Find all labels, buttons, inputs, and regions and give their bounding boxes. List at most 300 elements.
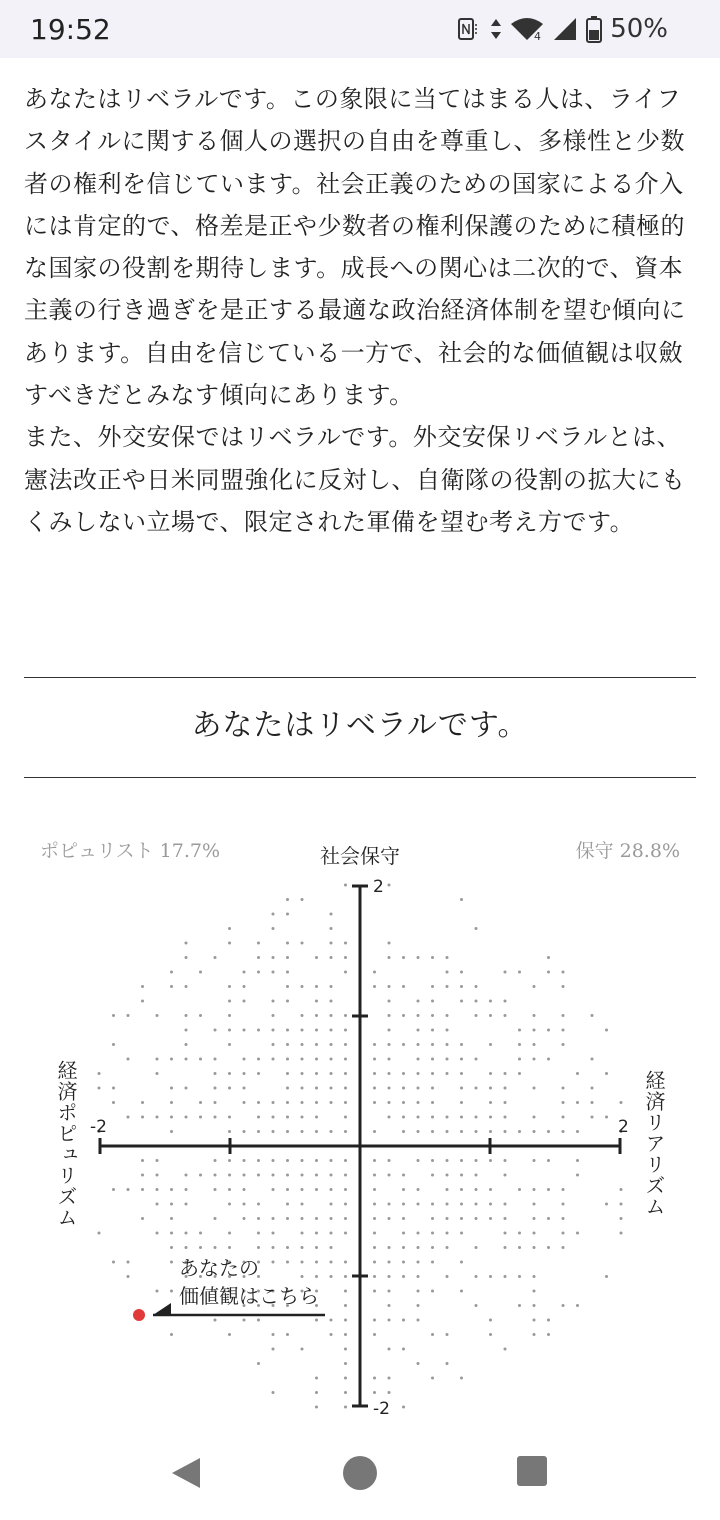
distribution-dot [533, 1043, 536, 1046]
distribution-dot [431, 1159, 434, 1162]
distribution-dot [243, 1159, 246, 1162]
distribution-dot [286, 1101, 289, 1104]
distribution-dot [373, 1174, 376, 1177]
distribution-dot [489, 1130, 492, 1133]
distribution-dot [431, 1232, 434, 1235]
axes [100, 886, 620, 1406]
distribution-dot [330, 1275, 333, 1278]
distribution-dot [475, 1058, 478, 1061]
distribution-dot [620, 1203, 623, 1206]
distribution-dot [228, 1014, 231, 1017]
distribution-dot [475, 1203, 478, 1206]
distribution-dot [243, 1058, 246, 1061]
distribution-dot [344, 884, 347, 887]
distribution-dot [417, 1232, 420, 1235]
distribution-dot [330, 1174, 333, 1177]
distribution-dot [562, 1232, 565, 1235]
cell-signal-icon [552, 16, 578, 42]
distribution-dot [489, 1203, 492, 1206]
distribution-dot [446, 1275, 449, 1278]
distribution-dot [373, 1333, 376, 1336]
distribution-dot [620, 1217, 623, 1220]
distribution-dot [344, 1232, 347, 1235]
distribution-dot [170, 1058, 173, 1061]
distribution-dot [185, 1116, 188, 1119]
distribution-dot [533, 1203, 536, 1206]
distribution-dot [228, 1043, 231, 1046]
distribution-dot [315, 1261, 318, 1264]
distribution-dot [344, 1029, 347, 1032]
distribution-dot [373, 1246, 376, 1249]
distribution-dot [228, 1072, 231, 1075]
distribution-dot [446, 1203, 449, 1206]
distribution-dot [286, 1174, 289, 1177]
distribution-dot [315, 1377, 318, 1380]
distribution-dot [460, 1072, 463, 1075]
distribution-dot [330, 1101, 333, 1104]
distribution-dot [489, 1072, 492, 1075]
distribution-dot [547, 1217, 550, 1220]
distribution-dot [562, 1101, 565, 1104]
distribution-dot [243, 1319, 246, 1322]
distribution-dot [257, 1072, 260, 1075]
distribution-dot [257, 942, 260, 945]
distribution-dot [315, 1116, 318, 1119]
quadrant-label-populist: ポピュリスト 17.7% [40, 840, 221, 862]
distribution-dot [330, 1188, 333, 1191]
distribution-dot [431, 956, 434, 959]
distribution-dot [228, 1159, 231, 1162]
distribution-dot [272, 1391, 275, 1394]
distribution-dot [257, 1319, 260, 1322]
distribution-dot [533, 1058, 536, 1061]
distribution-dot [518, 1232, 521, 1235]
distribution-dot [170, 1261, 173, 1264]
distribution-dot [388, 1043, 391, 1046]
distribution-dot [257, 1116, 260, 1119]
distribution-dot [330, 927, 333, 930]
distribution-dot [344, 1406, 347, 1409]
distribution-dot [272, 1101, 275, 1104]
distribution-dot [373, 1072, 376, 1075]
distribution-dot [446, 1116, 449, 1119]
distribution-dot [475, 1014, 478, 1017]
distribution-dot [431, 1101, 434, 1104]
distribution-dot [402, 1116, 405, 1119]
annotation-line-2: 価値観はこちら [179, 1284, 319, 1308]
distribution-dot [330, 1232, 333, 1235]
distribution-dot [344, 1014, 347, 1017]
distribution-dot [272, 1116, 275, 1119]
distribution-dot [243, 1000, 246, 1003]
distribution-dot [388, 884, 391, 887]
distribution-dot [547, 1130, 550, 1133]
distribution-dot [301, 942, 304, 945]
distribution-dot [533, 1290, 536, 1293]
distribution-dot [330, 1319, 333, 1322]
distribution-dot [547, 956, 550, 959]
distribution-dot [402, 1217, 405, 1220]
distribution-dot [185, 1232, 188, 1235]
distribution-dot [547, 1058, 550, 1061]
distribution-dot [330, 1014, 333, 1017]
distribution-dot [272, 1246, 275, 1249]
distribution-dot [446, 1362, 449, 1365]
distribution-dot [373, 1290, 376, 1293]
distribution-dot [344, 1058, 347, 1061]
distribution-dot [533, 1014, 536, 1017]
distribution-dot [431, 1029, 434, 1032]
distribution-dot [344, 1261, 347, 1264]
distribution-dot [504, 1275, 507, 1278]
distribution-dot [286, 1203, 289, 1206]
distribution-dot [547, 1246, 550, 1249]
distribution-dot [562, 1130, 565, 1133]
distribution-dot [257, 1130, 260, 1133]
distribution-dot [373, 1058, 376, 1061]
distribution-dot [127, 1014, 130, 1017]
distribution-dot [446, 1014, 449, 1017]
distribution-dot [388, 1072, 391, 1075]
distribution-dot [344, 1217, 347, 1220]
svg-text:4: 4 [534, 30, 542, 42]
distribution-dot [272, 1014, 275, 1017]
distribution-dot [417, 1275, 420, 1278]
distribution-dot [315, 1391, 318, 1394]
distribution-dot [605, 1203, 608, 1206]
distribution-dot [330, 1159, 333, 1162]
y-axis-label-top: 社会保守 [320, 844, 400, 868]
annotation-line-1: あなたの [179, 1256, 259, 1280]
distribution-dot [576, 1130, 579, 1133]
distribution-dot [460, 898, 463, 901]
distribution-dot [591, 1116, 594, 1119]
distribution-dot [373, 1159, 376, 1162]
distribution-dot [315, 1319, 318, 1322]
distribution-dot [446, 1188, 449, 1191]
distribution-dot [388, 1203, 391, 1206]
distribution-dot [272, 1159, 275, 1162]
distribution-dot [214, 1217, 217, 1220]
distribution-dot [214, 1101, 217, 1104]
distribution-dot [417, 1058, 420, 1061]
distribution-dot [286, 1072, 289, 1075]
distribution-dot [373, 1391, 376, 1394]
distribution-dot [576, 1159, 579, 1162]
distribution-dot [388, 1217, 391, 1220]
distribution-dot [199, 1232, 202, 1235]
distribution-dot [156, 1174, 159, 1177]
distribution-dot [315, 1029, 318, 1032]
distribution-dot [388, 1304, 391, 1307]
distribution-dot [388, 1087, 391, 1090]
distribution-dot [330, 1261, 333, 1264]
distribution-dot [301, 1203, 304, 1206]
distribution-dot [243, 1029, 246, 1032]
distribution-dot [475, 927, 478, 930]
distribution-dot [156, 1058, 159, 1061]
distribution-dot [286, 1043, 289, 1046]
distribution-dot [475, 1275, 478, 1278]
distribution-dot [446, 971, 449, 974]
distribution-dot [576, 1101, 579, 1104]
distribution-dot [330, 956, 333, 959]
battery-icon [586, 15, 602, 43]
distribution-dot [431, 1217, 434, 1220]
distribution-dot [518, 1275, 521, 1278]
distribution-dot [591, 1014, 594, 1017]
home-icon[interactable] [342, 1455, 378, 1491]
distribution-dot [402, 1174, 405, 1177]
distribution-dot [460, 1377, 463, 1380]
distribution-dot [533, 1217, 536, 1220]
distribution-dot [417, 1072, 420, 1075]
distribution-dot [272, 913, 275, 916]
distribution-dot [431, 1246, 434, 1249]
distribution-dot [228, 1333, 231, 1336]
distribution-dot [344, 1391, 347, 1394]
distribution-dot [373, 1188, 376, 1191]
distribution-dot [257, 971, 260, 974]
distribution-dot [286, 985, 289, 988]
distribution-dot [402, 1188, 405, 1191]
distribution-dot [214, 1116, 217, 1119]
distribution-dot [460, 1130, 463, 1133]
distribution-dot [344, 1348, 347, 1351]
distribution-dot [185, 956, 188, 959]
distribution-dot [489, 1333, 492, 1336]
distribution-dot [228, 1130, 231, 1133]
distribution-dot [373, 971, 376, 974]
distribution-dot [243, 1174, 246, 1177]
distribution-dot [620, 1188, 623, 1191]
distribution-dot [156, 1203, 159, 1206]
distribution-dot [431, 1130, 434, 1133]
political-compass-chart [0, 860, 720, 1430]
distribution-dot [141, 985, 144, 988]
distribution-dot [330, 1203, 333, 1206]
distribution-dot [301, 898, 304, 901]
distribution-dot [272, 1058, 275, 1061]
distribution-dot [562, 1087, 565, 1090]
distribution-dot [170, 1217, 173, 1220]
distribution-dot [228, 985, 231, 988]
distribution-dot [446, 956, 449, 959]
distribution-dot [127, 1116, 130, 1119]
distribution-dot [460, 971, 463, 974]
distribution-dot [170, 1246, 173, 1249]
distribution-dot [330, 1043, 333, 1046]
distribution-dot [257, 956, 260, 959]
distribution-dot [185, 1203, 188, 1206]
distribution-dot [344, 956, 347, 959]
distribution-dot [286, 1029, 289, 1032]
distribution-dot [315, 1232, 318, 1235]
distribution-dot [286, 898, 289, 901]
distribution-dot [286, 1116, 289, 1119]
distribution-dot [475, 1174, 478, 1177]
distribution-dot [228, 1188, 231, 1191]
distribution-dot [373, 1377, 376, 1380]
distribution-dot [533, 1319, 536, 1322]
distribution-dot [156, 1072, 159, 1075]
distribution-dot [562, 971, 565, 974]
distribution-dot [504, 1246, 507, 1249]
distribution-dot [315, 1058, 318, 1061]
distribution-dot [504, 1217, 507, 1220]
distribution-dot [301, 1188, 304, 1191]
distribution-dot [185, 1174, 188, 1177]
distribution-dot [489, 1014, 492, 1017]
distribution-dot [228, 1029, 231, 1032]
distribution-dot [475, 1304, 478, 1307]
distribution-dot [576, 1072, 579, 1075]
distribution-dot [185, 1188, 188, 1191]
distribution-dot [185, 1029, 188, 1032]
distribution-dot [620, 1101, 623, 1104]
distribution-dot [141, 1188, 144, 1191]
distribution-dot [547, 971, 550, 974]
distribution-dot [446, 1072, 449, 1075]
distribution-dot [301, 1116, 304, 1119]
distribution-dot [562, 1043, 565, 1046]
distribution-dot [605, 1072, 608, 1075]
distribution-dot [489, 1087, 492, 1090]
recents-icon[interactable] [516, 1455, 548, 1487]
distribution-dot [257, 1232, 260, 1235]
distribution-dot [373, 1261, 376, 1264]
distribution-dot [272, 1000, 275, 1003]
distribution-dot [417, 956, 420, 959]
distribution-dot [243, 1072, 246, 1075]
distribution-dot [402, 956, 405, 959]
distribution-dot [286, 913, 289, 916]
distribution-dot [344, 1333, 347, 1336]
distribution-dot [228, 1000, 231, 1003]
distribution-dot [431, 1203, 434, 1206]
distribution-dot [547, 1333, 550, 1336]
distribution-dot [431, 985, 434, 988]
wifi-icon [510, 16, 544, 42]
distribution-dot [315, 1246, 318, 1249]
distribution-dot [388, 1319, 391, 1322]
distribution-dot [301, 1261, 304, 1264]
distribution-dot [228, 1232, 231, 1235]
distribution-dot [446, 1130, 449, 1133]
x-axis-label-left: 経済ポピュリズム [54, 1060, 78, 1228]
distribution-dot [489, 1159, 492, 1162]
distribution-dot [112, 1087, 115, 1090]
distribution-dot [373, 1130, 376, 1133]
distribution-dot [373, 1203, 376, 1206]
distribution-dot [243, 1203, 246, 1206]
distribution-dot [388, 1058, 391, 1061]
distribution-dot [243, 971, 246, 974]
back-icon[interactable] [168, 1455, 204, 1491]
distribution-dot [243, 1130, 246, 1133]
distribution-dot [431, 1290, 434, 1293]
distribution-dot [475, 1246, 478, 1249]
distribution-dot [141, 1000, 144, 1003]
distribution-dot [431, 1014, 434, 1017]
distribution-dot [402, 1319, 405, 1322]
distribution-dot [504, 1014, 507, 1017]
distribution-dot [460, 1087, 463, 1090]
distribution-dot [547, 1159, 550, 1162]
distribution-dot [547, 1029, 550, 1032]
distribution-dot [533, 1333, 536, 1336]
user-position-marker [133, 1309, 145, 1321]
distribution-dot [301, 1029, 304, 1032]
distribution-dot [388, 1159, 391, 1162]
distribution-dot [243, 1188, 246, 1191]
distribution-dot [431, 1043, 434, 1046]
distribution-dot [417, 1087, 420, 1090]
distribution-dot [286, 956, 289, 959]
distribution-dot [272, 1043, 275, 1046]
distribution-dot [446, 1174, 449, 1177]
distribution-dot [257, 1058, 260, 1061]
distribution-dot [446, 1029, 449, 1032]
distribution-dot [330, 1087, 333, 1090]
distribution-dot [185, 1014, 188, 1017]
distribution-dot [272, 956, 275, 959]
distribution-dot [533, 985, 536, 988]
distribution-dot [214, 1159, 217, 1162]
distribution-dot [518, 1043, 521, 1046]
distribution-dot [301, 985, 304, 988]
distribution-dot [170, 985, 173, 988]
distribution-dot [214, 1188, 217, 1191]
distribution-dot [460, 1232, 463, 1235]
distribution-dot [272, 1333, 275, 1336]
distribution-dot [591, 1058, 594, 1061]
distribution-dot [199, 1174, 202, 1177]
distribution-dot [388, 956, 391, 959]
distribution-dot [417, 1261, 420, 1264]
distribution-dot [431, 1174, 434, 1177]
distribution-dot [214, 1246, 217, 1249]
distribution-dot [417, 1101, 420, 1104]
distribution-dot [446, 1043, 449, 1046]
distribution-dot [388, 1000, 391, 1003]
distribution-dot [257, 1217, 260, 1220]
distribution-dot [286, 1159, 289, 1162]
distribution-dot [417, 1188, 420, 1191]
distribution-dot [417, 1319, 420, 1322]
distribution-dot [214, 1058, 217, 1061]
distribution-dot [489, 1319, 492, 1322]
distribution-dot [431, 1377, 434, 1380]
distribution-dot [388, 1116, 391, 1119]
distribution-dot [402, 1261, 405, 1264]
distribution-dot [170, 1087, 173, 1090]
distribution-dot [141, 1116, 144, 1119]
distribution-dot [170, 1203, 173, 1206]
distribution-dot [330, 1000, 333, 1003]
distribution-dot [417, 1362, 420, 1365]
distribution-dot [199, 1058, 202, 1061]
distribution-dot [504, 1101, 507, 1104]
distribution-dot [489, 1043, 492, 1046]
distribution-dot [301, 1232, 304, 1235]
distribution-dot [156, 1232, 159, 1235]
distribution-dot [228, 1246, 231, 1249]
distribution-dot [112, 1043, 115, 1046]
distribution-dot [460, 1174, 463, 1177]
distribution-dot [272, 1188, 275, 1191]
distribution-dot [344, 1203, 347, 1206]
